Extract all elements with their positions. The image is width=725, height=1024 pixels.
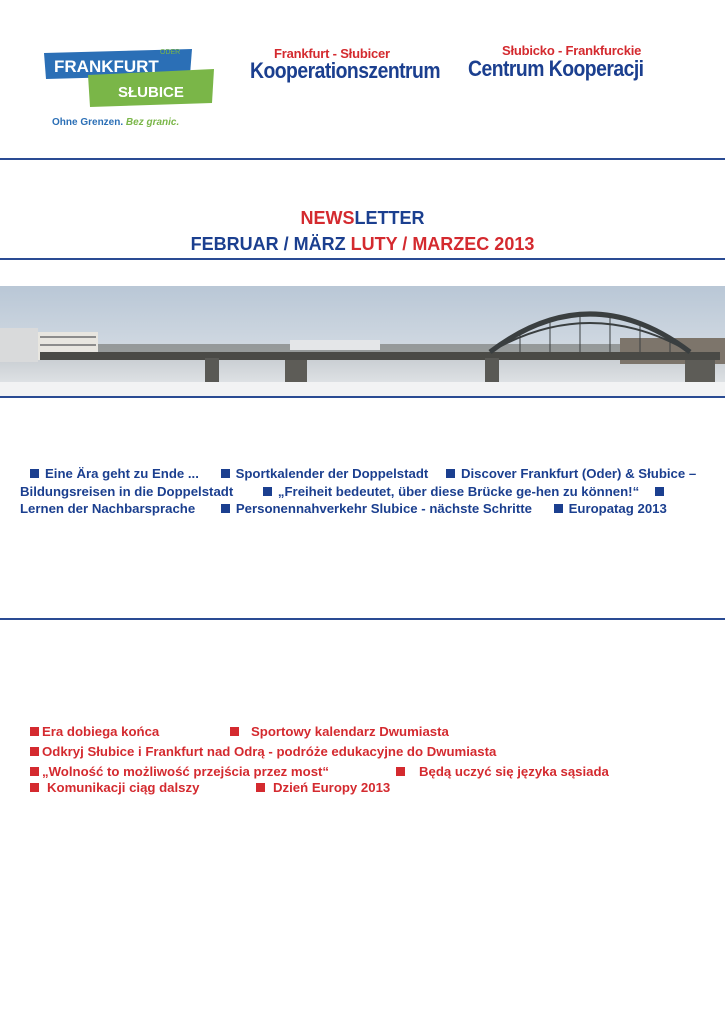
bullet-square [221, 504, 230, 513]
de-item: „Freiheit bedeutet, über diese Brücke ge-hen zu können!“ [277, 483, 640, 499]
bullet-square [263, 487, 272, 496]
de-item: Lernen der Nachbarsprache [20, 501, 196, 516]
bullet-square [230, 727, 239, 736]
bullet-square [554, 504, 563, 513]
bullet-square [655, 487, 664, 496]
logo-oder-text: ODER [160, 49, 181, 56]
pl-item: Dzień Europy 2013 [273, 780, 391, 795]
photo-divider [0, 396, 725, 398]
bullet-square [396, 767, 405, 776]
title-divider [0, 258, 725, 260]
bullet-square [30, 747, 39, 756]
svg-text:FRANKFURT [54, 57, 159, 76]
bullet-square [256, 783, 265, 792]
pl-contents [30, 722, 720, 798]
date-pl: LUTY / MARZEC 2013 [350, 234, 535, 254]
bullet-square [221, 469, 230, 478]
header-de-title: Kooperationszentrum [250, 58, 441, 83]
de-item: Discover Frankfurt (Oder) & Słubice – Bildungsreisen in die Doppelstadt [20, 466, 697, 499]
newsletter-date [0, 234, 725, 255]
header-divider [0, 158, 725, 160]
newsletter-news: NEWS [300, 208, 355, 228]
de-contents [20, 465, 710, 518]
bullet-square [30, 469, 39, 478]
slogan-pl: Bez granic. [125, 117, 180, 128]
header-de-subtitle: Frankfurt - Słubicer [274, 46, 390, 61]
bullet-square [446, 469, 455, 478]
de-item: Eine Ära geht zu Ende ... [45, 466, 199, 481]
de-item: Europatag 2013 [568, 501, 667, 516]
de-item: Sportkalender der Doppelstadt [235, 466, 429, 481]
slogan-de: Ohne Grenzen. [52, 117, 124, 128]
pl-item: Komunikacji ciąg dalszy [47, 780, 200, 795]
date-de: FEBRUAR / MÄRZ [190, 234, 346, 254]
pl-item: Era dobiega końca [42, 724, 160, 739]
section-divider [0, 618, 725, 620]
pl-item: Sportowy kalendarz Dwumiasta [251, 724, 449, 739]
pl-item: „Wolność to możliwość przejścia przez most“ [42, 764, 330, 779]
de-item: Personennahverkehr Slubice - nächste Schritte [235, 501, 532, 516]
header-pl-title: Centrum Kooperacji [468, 56, 644, 81]
bullet-square [30, 727, 39, 736]
logo-frankfurt-text: FRANKFURT [54, 57, 159, 76]
bullet-square [30, 767, 39, 776]
newsletter-title [0, 208, 725, 229]
logo-slubice-text: SŁUBICE [118, 84, 184, 101]
header-pl-subtitle: Słubicko - Frankfurckie [502, 43, 642, 58]
bullet-square [30, 783, 39, 792]
svg-text:SŁUBICE [118, 84, 184, 101]
bridge-photo [0, 286, 725, 396]
logo-slogan [52, 117, 179, 128]
pl-item: Odkryj Słubice i Frankfurt nad Odrą - podróże edukacyjne do Dwumiasta [42, 744, 497, 759]
newsletter-letter: LETTER [354, 208, 425, 228]
pl-item: Będą uczyć się języka sąsiada [419, 764, 609, 779]
